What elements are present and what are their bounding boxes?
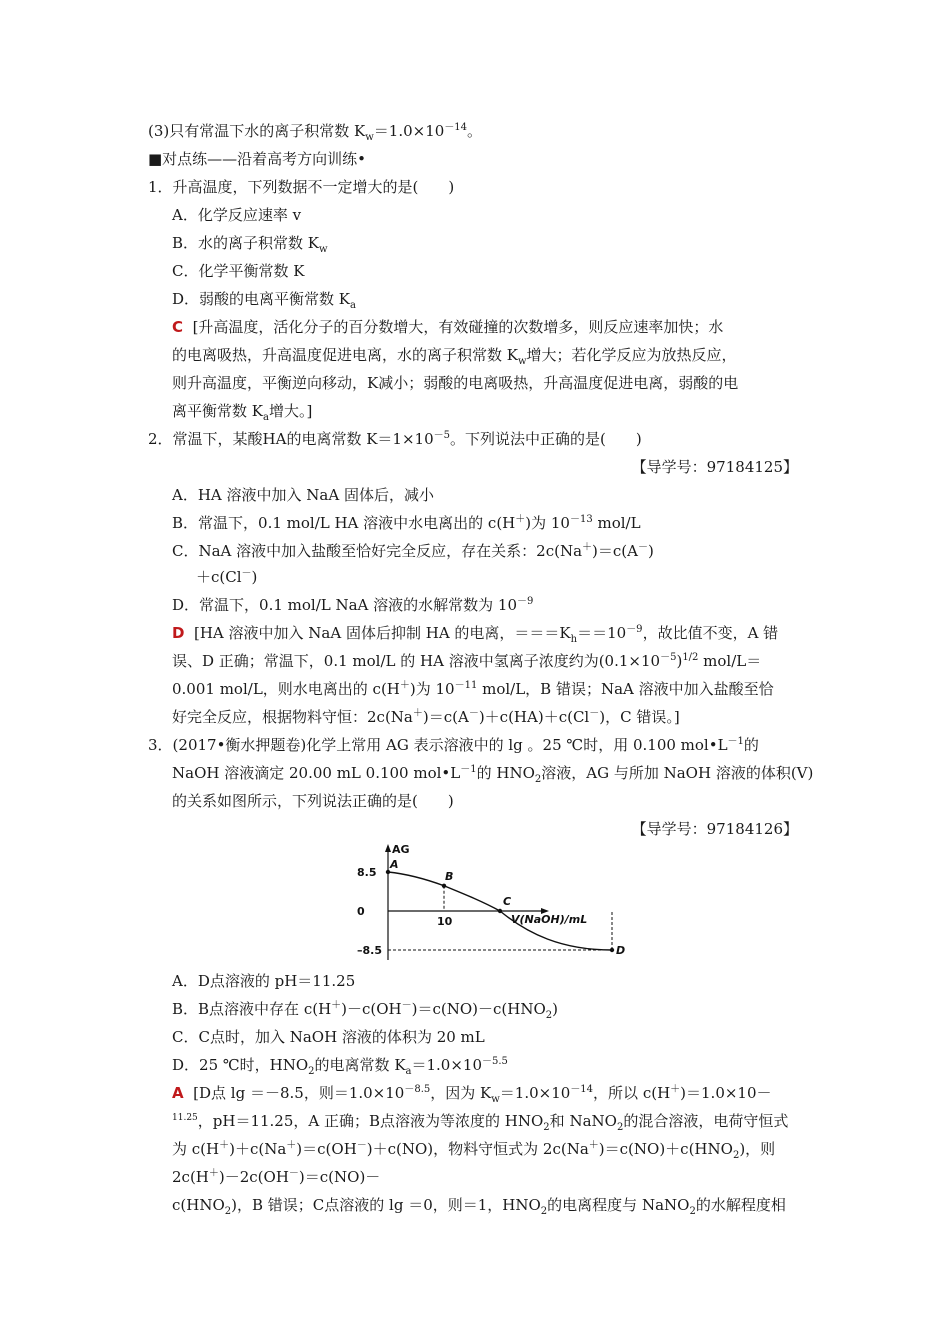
explanation-line: 离平衡常数 $K_a$增大。]	[172, 402, 313, 423]
explanation-line: 的电离吸热，升高温度促进电离，水的离子积常数 $K_w$增大；若化学反应为放热反应，	[172, 346, 737, 367]
explanation-line: 好完全反应，根据物料守恒：2c(Na＋)＝c(A－)＋c(HA)＋c(Cl－)，C 错误。]	[172, 708, 680, 726]
option-1c: C．化学平衡常数 K	[172, 262, 305, 280]
y-axis-label: AG	[392, 843, 410, 856]
answer-1: C [升高温度，活化分子的百分数增大，有效碰撞的次数增多，则反应速率加快；水	[172, 318, 724, 336]
answer-3: A [D点 lg ＝－8.5，则$=1.0\times 10^{-8.5}$，因为 $K_w=1.0\times 10^{-14}$，所以 c(H＋)＝1.0×10－	[172, 1084, 772, 1105]
text-line: (3)只有常温下水的离子积常数 $K_w=1.0\times 10^{-14}$。	[148, 122, 483, 143]
point-label-d: D	[616, 944, 626, 957]
answer-letter: D	[172, 624, 185, 642]
option-2c: C．NaA 溶液中加入盐酸至恰好完全反应，存在关系：2c(Na＋)＝c(A－)	[172, 542, 654, 560]
option-3c: C．C点时，加入 NaOH 溶液的体积为 20 mL	[172, 1028, 485, 1046]
point-label-b: B	[445, 869, 454, 883]
y-tick-label: –8.5	[357, 944, 382, 957]
explanation-line: 2c(H＋)－2c(OH－)＝c(NO)－	[172, 1168, 381, 1186]
y-tick-label: 0	[357, 905, 365, 918]
point-label-c: C	[503, 895, 512, 908]
option-1d: D．弱酸的电离平衡常数 $K_a$	[172, 290, 356, 311]
section-heading: ■对点练——沿着高考方向训练•	[148, 150, 367, 168]
answer-letter: A	[172, 1084, 184, 1102]
point-c	[498, 909, 502, 913]
explanation-line: 则升高温度，平衡逆向移动，K减小；弱酸的电离吸热，升高温度促进电离，弱酸的电	[172, 374, 739, 392]
guide-number-tag: 【导学号：97184125】	[631, 458, 798, 476]
question-2: 2．常温下，某酸HA的电离常数 $K=1\times 10^{-5}$。下列说法中正确的是( )	[148, 430, 642, 448]
y-axis-arrow	[385, 844, 391, 852]
point-label-a: A	[390, 858, 399, 871]
option-2a: A．HA 溶液中加入 NaA 固体后，减小	[172, 486, 434, 504]
explanation-line: 0.001 mol/L，则水电离出的 c(H＋)为 $10^{-11}$ mol/L，B 错误；NaA 溶液中加入盐酸至恰	[172, 680, 774, 698]
point-d	[610, 948, 614, 952]
x-axis-label: V(NaOH)/mL	[511, 913, 588, 926]
explanation-line: $c(HNO_2)$，B 错误；C点溶液的 lg ＝0，则＝1，$HNO_2$的电离程度与 NaNO$_2$的水解程度相	[172, 1196, 786, 1217]
ag-titration-chart	[355, 840, 626, 966]
question-3-line: 的关系如图所示，下列说法正确的是( )	[172, 792, 454, 810]
answer-2: D [HA 溶液中加入 NaA 固体后抑制 HA 的电离，$===K_h==10^{-9}$，故比值不变，A 错	[172, 624, 779, 645]
x-tick-label: 10	[437, 915, 453, 928]
explanation-line: 误、D 正确；常温下，0.1 mol/L 的 HA 溶液中氢离子浓度约为$(0.1\times 10^{-5})^{1/2}$ mol/L＝	[172, 652, 762, 670]
option-2b: B．常温下，0.1 mol/L HA 溶液中水电离出的 c(H＋)为 $10^{-13}$ mol/L	[172, 514, 641, 532]
question-3: 3．(2017•衡水押题卷)化学上常用 AG 表示溶液中的 lg 。25 ℃时，用 0.100 $mol•L^{-1}$的	[148, 736, 759, 754]
point-b	[442, 884, 446, 888]
y-tick-label: 8.5	[357, 866, 377, 879]
question-3-line: NaOH 溶液滴定 20.00 mL 0.100 $mol•L^{-1}$的 $HNO_2$溶液，AG 与所加 NaOH 溶液的体积(V)	[172, 764, 814, 785]
question-1: 1．升高温度，下列数据不一定增大的是( )	[148, 178, 455, 196]
option-2d: D．常温下，0.1 mol/L NaA 溶液的水解常数为 $10^{-9}$	[172, 596, 534, 614]
option-1a: A．化学反应速率 v	[172, 206, 302, 224]
option-3b: B．B点溶液中存在 $c(H^+)-c(OH^-)=c(NO)-c(HNO_2)$	[172, 1000, 559, 1021]
guide-number-tag: 【导学号：97184126】	[631, 820, 798, 838]
option-3a: A．D点溶液的 pH＝11.25	[172, 972, 356, 990]
answer-letter: C	[172, 318, 184, 336]
option-1b: B．水的离子积常数 $K_w$	[172, 234, 328, 255]
option-2c-cont: ＋c(Cl－)	[196, 568, 258, 586]
option-3d: D．25 ℃时，$HNO_2$的电离常数 $K_a=1.0\times 10^{-5.5}$	[172, 1056, 508, 1077]
explanation-line: $^{11.25}$，pH＝11.25，A 正确；B点溶液为等浓度的 $HNO_2$和 NaNO$_2$的混合溶液，电荷守恒式	[172, 1112, 789, 1133]
explanation-line: 为 c(H＋)＋c(Na＋)＝c(OH－)＋c(NO)，物料守恒式为 $2c(Na^+)=c(NO)+c(HNO_2)$，则	[172, 1140, 776, 1161]
